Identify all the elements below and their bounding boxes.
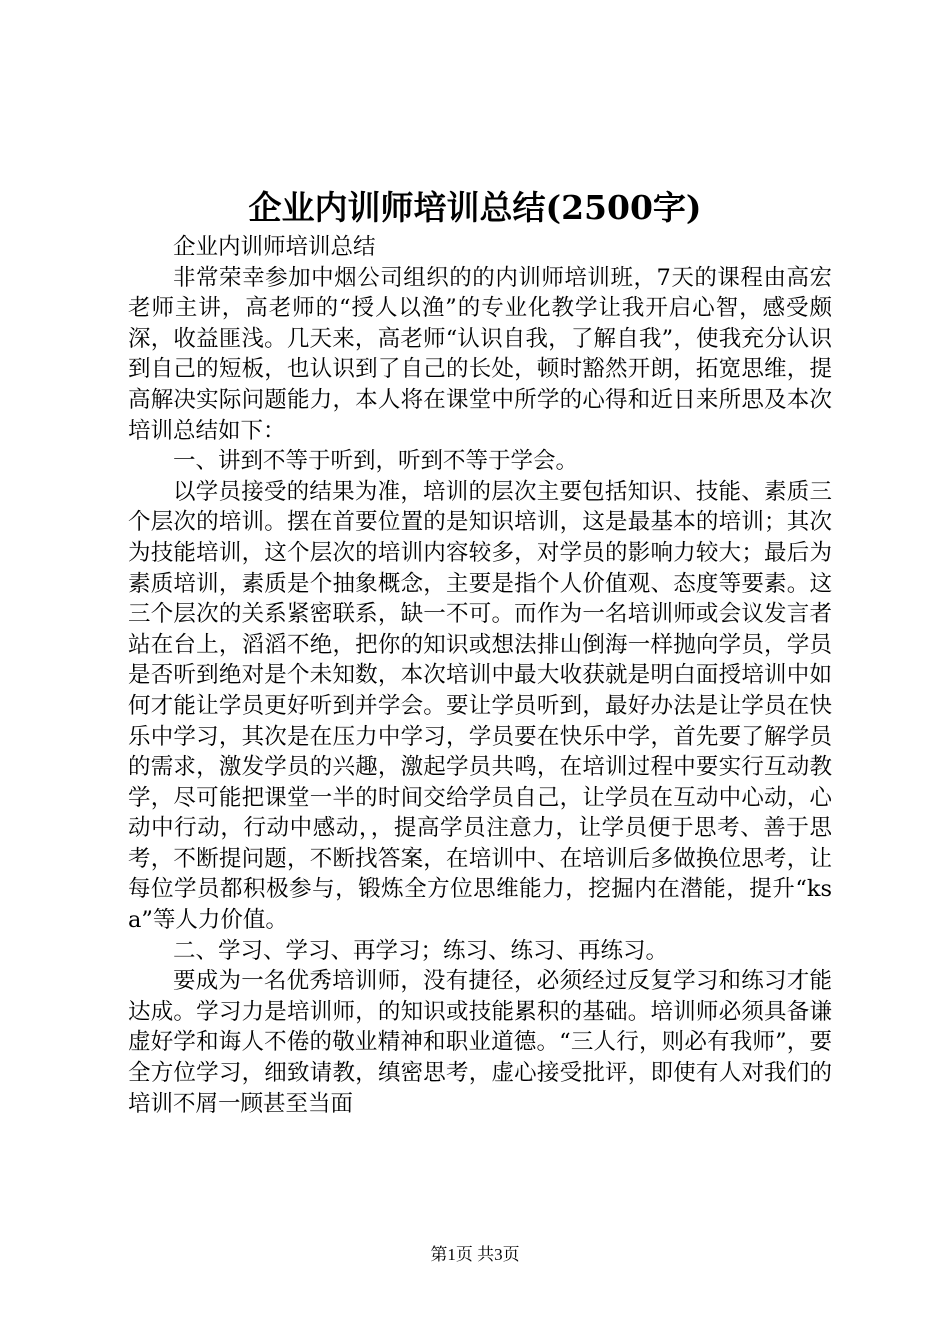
section-heading-1: 一、讲到不等于听到，听到不等于学会。	[173, 448, 579, 475]
document-title: 企业内训师培训总结(2500字)	[248, 188, 702, 227]
paragraph-intro: 非常荣幸参加中烟公司组织的的内训师培训班，7天的课程由高宏老师主讲，高老师的“授人以渔”的专业化教学让我开启心智，感受颇深，收益匪浅。几天来，高老师“认识自我，了解自我”，使我充分认识到自己的短板，也认识到了自己的长处，顿时豁然开朗，拓宽思维，提高解决实际问题能力，本人将在课堂中所学的心得和近日来所思及本次培训总结如下：	[128, 264, 832, 444]
section-heading-2: 二、学习、学习、再学习；练习、练习、再练习。	[173, 937, 669, 964]
document-body	[128, 232, 832, 1119]
paragraph-subtitle: 企业内训师培训总结	[173, 234, 376, 260]
paragraph-section-2: 要成为一名优秀培训师，没有捷径，必须经过反复学习和练习才能达成。学习力是培训师，的知识或技能累积的基础。培训师必须具备谦虚好学和诲人不倦的敬业精神和职业道德。“三人行，则必有我师”，要全方位学习，细致请教，缜密思考，虚心接受批评，即使有人对我们的培训不屑一顾甚至当面	[128, 968, 832, 1117]
paragraph-section-1: 以学员接受的结果为准，培训的层次主要包括知识、技能、素质三个层次的培训。摆在首要位置的是知识培训，这是最基本的培训；其次为技能培训，这个层次的培训内容较多，对学员的影响力较大；最后为素质培训，素质是个抽象概念，主要是指个人价值观、态度等要素。这三个层次的关系紧密联系，缺一不可。而作为一名培训师或会议发言者站在台上，滔滔不绝，把你的知识或想法排山倒海一样抛向学员，学员是否听到绝对是个未知数，本次培训中最大收获就是明白面授培训中如何才能让学员更好听到并学会。要让学员听到，最好办法是让学员在快乐中学习，其次是在压力中学习，学员要在快乐中学，首先要了解学员的需求，激发学员的兴趣，激起学员共鸣，在培训过程中要实行互动教学，尽可能把课堂一半的时间交给学员自己，让学员在互动中心动，心动中行动，行动中感动，，提高学员注意力，让学员便于思考、善于思考，不断提问题，不断找答案，在培训中、在培训后多做换位思考，让每位学员都积极参与，锻炼全方位思维能力，挖掘内在潜能，提升“ksa”等人力价值。	[128, 478, 832, 934]
page-footer: 第1页 共3页	[430, 1245, 520, 1264]
